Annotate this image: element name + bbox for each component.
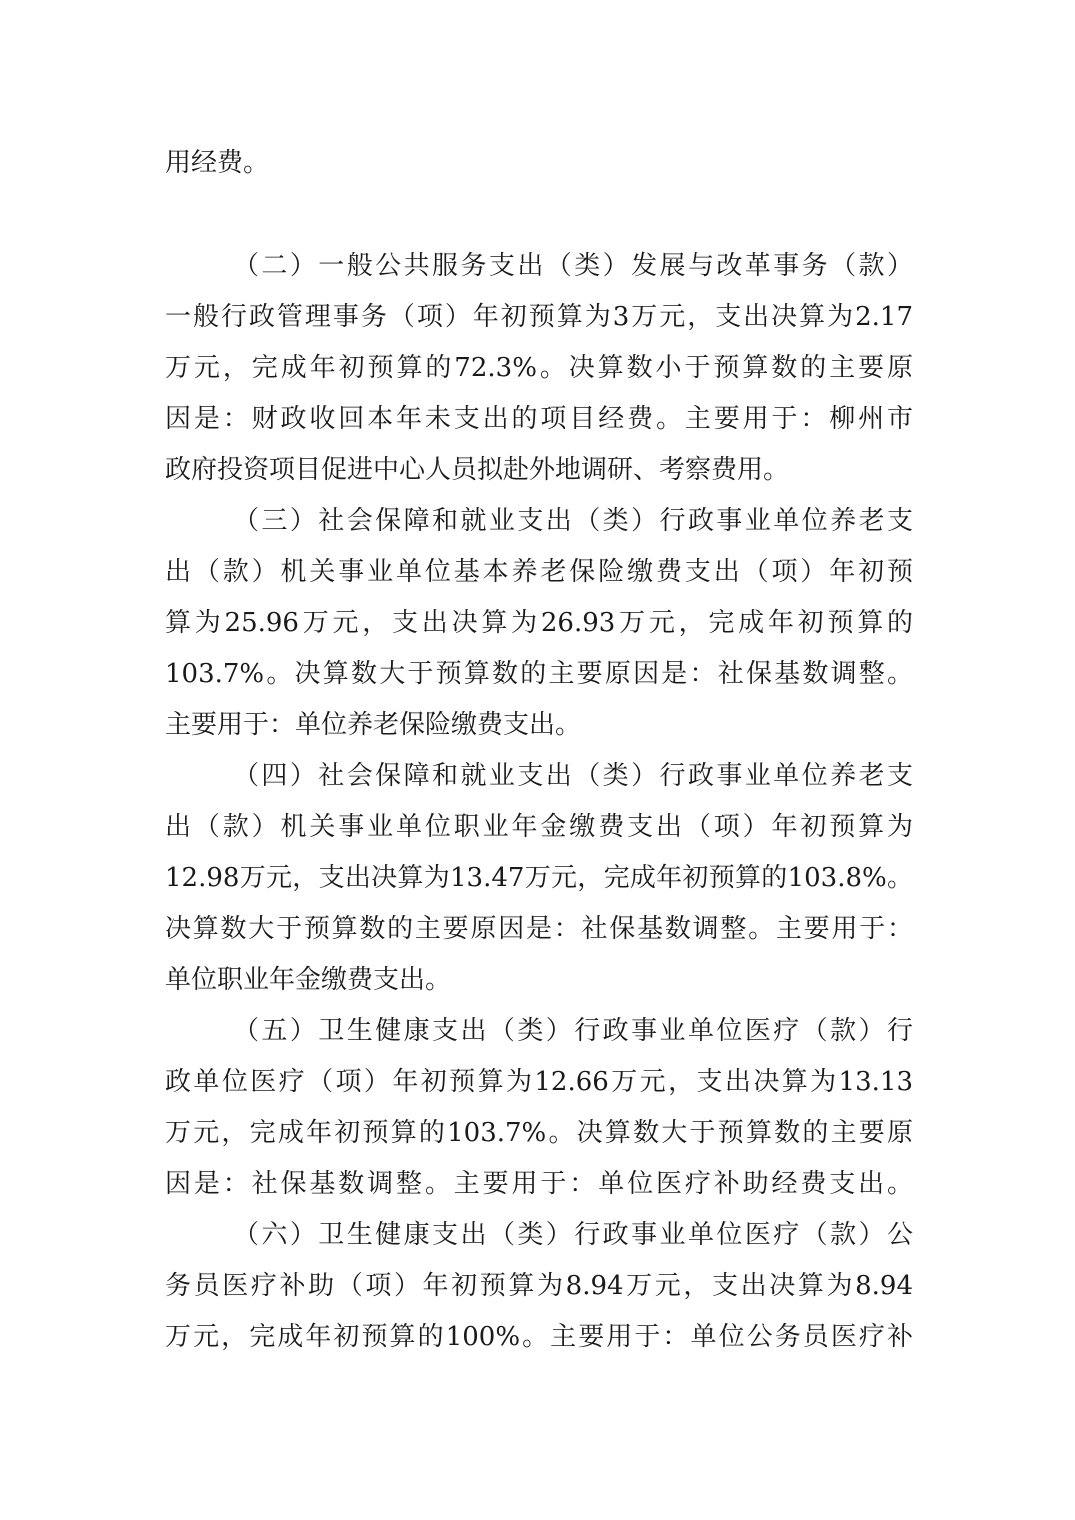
text-line: 一般行政管理事务（项）年初预算为3万元，支出决算为2.17 (165, 302, 913, 332)
text-line: （六）卫生健康支出（类）行政事业单位医疗（款）公 (233, 1220, 913, 1250)
text-line: （四）社会保障和就业支出（类）行政事业单位养老支 (233, 761, 913, 791)
text-line: 出（款）机关事业单位职业年金缴费支出（项）年初预算为 (165, 812, 913, 842)
text-line: 因是：财政收回本年未支出的项目经费。主要用于：柳州市 (165, 404, 913, 434)
text-line: 万元，完成年初预算的72.3%。决算数小于预算数的主要原 (165, 353, 913, 383)
paragraph-item-5 (165, 1006, 913, 1210)
text-line: 出（款）机关事业单位基本养老保险缴费支出（项）年初预 (165, 557, 913, 587)
paragraph-item-3 (165, 496, 913, 751)
text-line: （三）社会保障和就业支出（类）行政事业单位养老支 (233, 506, 913, 536)
text-line: 用经费。 (165, 148, 270, 178)
text-line: 政府投资项目促进中心人员拟赴外地调研、考察费用。 (165, 455, 790, 485)
text-line: 务员医疗补助（项）年初预算为8.94万元，支出决算为8.94 (165, 1271, 913, 1301)
paragraph-item-4 (165, 751, 913, 1006)
text-line: （五）卫生健康支出（类）行政事业单位医疗（款）行 (233, 1016, 913, 1046)
text-line: 因是：社保基数调整。主要用于：单位医疗补助经费支出。 (165, 1169, 913, 1199)
paragraph-gap (165, 189, 913, 241)
text-line: 单位职业年金缴费支出。 (165, 965, 452, 995)
paragraph-continued (165, 138, 913, 189)
paragraph-item-2 (165, 241, 913, 496)
document-page (165, 138, 913, 1363)
text-line: 万元，完成年初预算的103.7%。决算数大于预算数的主要原 (165, 1118, 913, 1148)
text-line: 主要用于：单位养老保险缴费支出。 (165, 710, 582, 740)
text-line: 103.7%。决算数大于预算数的主要原因是：社保基数调整。 (165, 659, 913, 689)
text-line: 12.98万元，支出决算为13.47万元，完成年初预算的103.8%。 (165, 863, 913, 893)
paragraph-item-6 (165, 1210, 913, 1363)
text-line: 决算数大于预算数的主要原因是：社保基数调整。主要用于： (165, 914, 913, 944)
text-line: 万元，完成年初预算的100%。主要用于：单位公务员医疗补 (165, 1322, 913, 1352)
text-line: 算为25.96万元，支出决算为26.93万元，完成年初预算的 (165, 608, 913, 638)
text-line: 政单位医疗（项）年初预算为12.66万元，支出决算为13.13 (165, 1067, 913, 1097)
text-line: （二）一般公共服务支出（类）发展与改革事务（款） (233, 251, 913, 281)
